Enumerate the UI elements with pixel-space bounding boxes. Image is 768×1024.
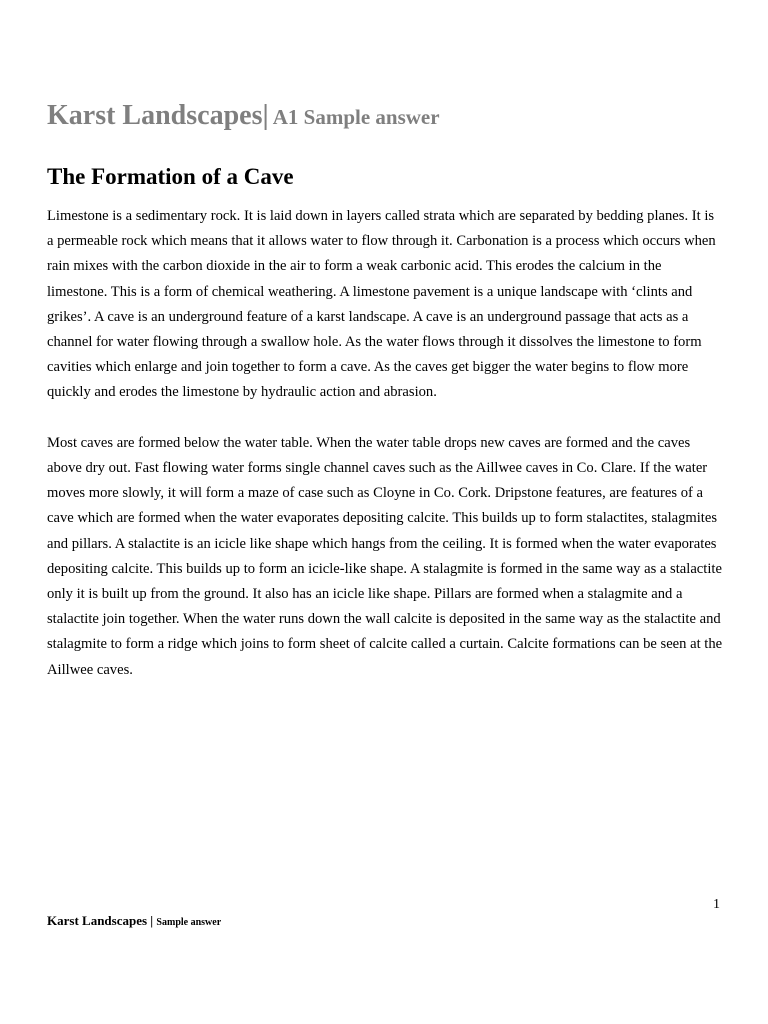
page-footer xyxy=(47,912,221,930)
section-heading: The Formation of a Cave xyxy=(47,164,294,189)
header-separator: | xyxy=(262,100,269,131)
body-text xyxy=(47,204,723,683)
footer-subtitle: Sample answer xyxy=(156,917,222,928)
footer-separator: | xyxy=(150,913,157,928)
document-title: Karst Landscapes xyxy=(47,100,263,131)
page-number: 1 xyxy=(713,897,720,912)
paragraph-1: Limestone is a sedimentary rock. It is laid down in layers called strata which are separated by bedding planes. It is a permeable rock which means that it allows water to flow through it. Carbonation is a process which occurs when rain mixes with the carbon dioxide in the air to form a weak carbonic acid. This erodes the calcium in the limestone. This is a form of chemical weathering. A limestone pavement is a unique landscape with ‘clints and grikes’. A cave is an underground feature of a karst landscape. A cave is an underground passage that acts as a channel for water flowing through a swallow hole. As the water flows through it dissolves the limestone to form cavities which enlarge and join together to form a cave. As the caves get bigger the water begins to flow more quickly and erodes the limestone by hydraulic action and abrasion. xyxy=(47,208,716,401)
page-header xyxy=(47,100,440,132)
footer-title: Karst Landscapes xyxy=(47,913,151,928)
document-subtitle: A1 Sample answer xyxy=(268,105,440,129)
paragraph-2: Most caves are formed below the water table. When the water table drops new caves are formed and the caves above dry out. Fast flowing water forms single channel caves such as the Aillwee caves in Co. Clare. If the water moves more slowly, it will form a maze of case such as Cloyne in Co. Cork. Dripstone features, are features of a cave which are formed when the water evaporates depositing calcite. This builds up to form stalactites, stalagmites and pillars. A stalactite is an icicle like shape which hangs from the ceiling. It is formed when the water evaporates depositing calcite. This builds up to form an icicle-like shape. A stalagmite is formed in the same way as a stalactite only it is built up from the ground. It also has an icicle like shape. Pillars are formed when a stalagmite and a stalactite join together. When the water runs down the wall calcite is deposited in the same way as the stalactite and stalagmite to form a ridge which joins to form sheet of calcite called a curtain. Calcite formations can be seen at the Aillwee caves. xyxy=(47,434,723,678)
